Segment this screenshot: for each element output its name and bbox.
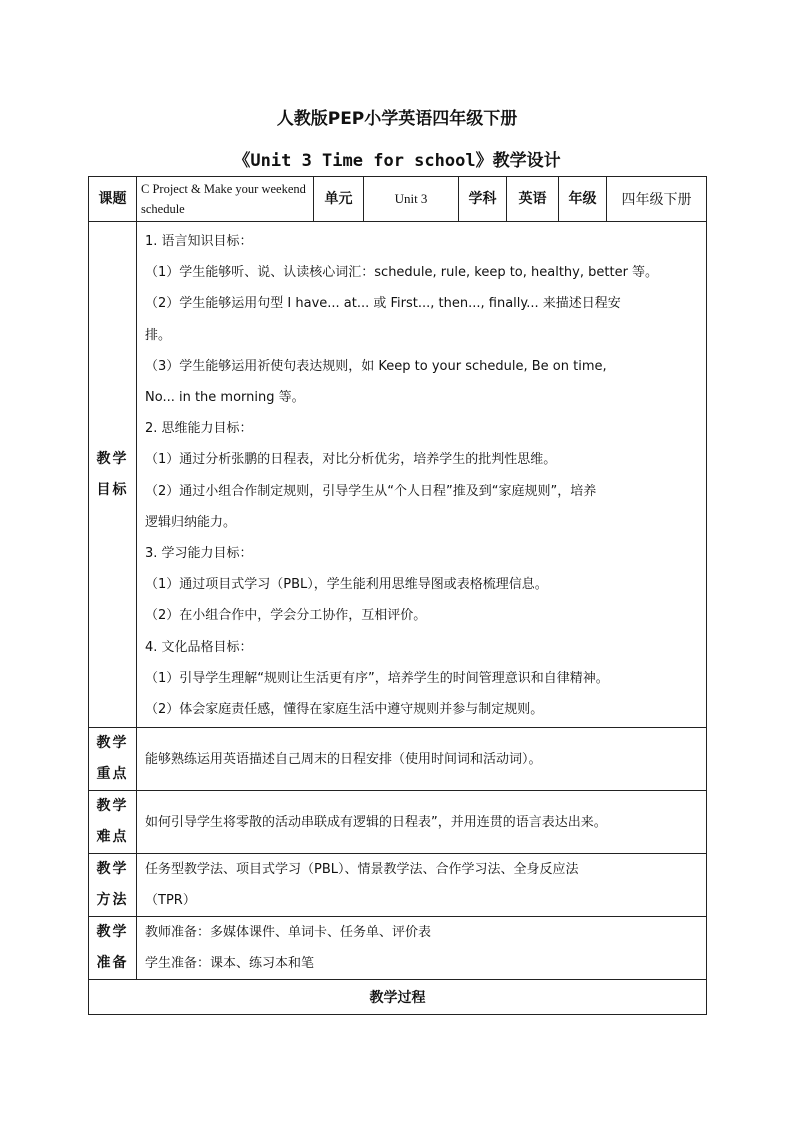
goal-line: （1）学生能够听、说、认读核心词汇：schedule, rule, keep to, healthy, better 等。 bbox=[145, 265, 659, 281]
process-row bbox=[89, 980, 707, 1015]
subtitle-suffix: 》教学设计 bbox=[475, 151, 561, 171]
preparation-content bbox=[137, 917, 707, 980]
preparation-label-line2: 准备 bbox=[96, 955, 129, 972]
key-points-label-line2: 重点 bbox=[96, 766, 129, 783]
key-points-label-line1: 教学 bbox=[96, 735, 129, 752]
grade-label: 年级 bbox=[559, 177, 607, 222]
goals-row bbox=[89, 222, 707, 728]
preparation-label bbox=[89, 917, 137, 980]
goal-line: No... in the morning 等。 bbox=[145, 390, 305, 406]
goal-line: （1）通过分析张鹏的日程表，对比分析优劣，培养学生的批判性思维。 bbox=[145, 452, 557, 468]
preparation-label-line1: 教学 bbox=[96, 924, 129, 941]
subject-value: 英语 bbox=[507, 177, 559, 222]
preparation-row bbox=[89, 917, 707, 980]
difficulties-text: 如何引导学生将零散的活动串联成有逻辑的日程表”，并用连贯的语言表达出来。 bbox=[137, 791, 707, 854]
key-points-row bbox=[89, 728, 707, 791]
key-points-text: 能够熟练运用英语描述自己周末的日程安排（使用时间词和活动词）。 bbox=[137, 728, 707, 791]
goal-line: （1）通过项目式学习（PBL），学生能利用思维导图或表格梳理信息。 bbox=[145, 577, 548, 593]
goal-line: （1）引导学生理解“规则让生活更有序”，培养学生的时间管理意识和自律精神。 bbox=[145, 670, 609, 686]
methods-label-line2: 方法 bbox=[96, 892, 129, 909]
topic-label: 课题 bbox=[89, 177, 137, 222]
unit-value: Unit 3 bbox=[364, 177, 459, 222]
document-subtitle bbox=[0, 146, 794, 171]
goals-content bbox=[137, 222, 707, 728]
goal-line: （2）通过小组合作制定规则，引导学生从“个人日程”推及到“家庭规则”，培养 bbox=[145, 483, 597, 499]
topic-value: C Project & Make your weekend schedule bbox=[137, 177, 314, 222]
goal-line: （2）体会家庭责任感，懂得在家庭生活中遵守规则并参与制定规则。 bbox=[145, 702, 544, 718]
goal-line: （3）学生能够运用祈使句表达规则，如 Keep to your schedule, Be on time, bbox=[145, 358, 607, 374]
document-title: 人教版PEP小学英语四年级下册 bbox=[276, 109, 518, 129]
key-points-label bbox=[89, 728, 137, 791]
subtitle-unit-name: Unit 3 Time for school bbox=[250, 151, 476, 171]
subtitle-open-bracket: 《 bbox=[233, 151, 251, 171]
goal-line: 2. 思维能力目标： bbox=[145, 421, 253, 437]
difficulties-label-line1: 教学 bbox=[96, 798, 129, 815]
teacher-preparation: 教师准备：多媒体课件、单词卡、任务单、评价表 bbox=[145, 925, 432, 941]
goal-line: （2）学生能够运用句型 I have... at... 或 First..., then..., finally... 来描述日程安 bbox=[145, 296, 621, 312]
goal-line: 3. 学习能力目标： bbox=[145, 546, 253, 562]
unit-label: 单元 bbox=[314, 177, 364, 222]
methods-line: （TPR） bbox=[145, 893, 196, 909]
student-preparation: 学生准备：课本、练习本和笔 bbox=[145, 956, 315, 972]
methods-line: 任务型教学法、项目式学习（PBL）、情景教学法、合作学习法、全身反应法 bbox=[145, 862, 579, 878]
methods-label-line1: 教学 bbox=[96, 861, 129, 878]
goals-label-line2: 目标 bbox=[96, 481, 129, 498]
difficulties-row bbox=[89, 791, 707, 854]
goal-line: 排。 bbox=[145, 327, 172, 343]
subject-label: 学科 bbox=[459, 177, 507, 222]
header-row bbox=[89, 177, 707, 222]
teaching-process-heading: 教学过程 bbox=[89, 980, 707, 1015]
grade-value: 四年级下册 bbox=[607, 177, 707, 222]
goals-label-line1: 教学 bbox=[96, 450, 129, 467]
goal-line: 逻辑归纳能力。 bbox=[145, 514, 237, 530]
methods-label bbox=[89, 854, 137, 917]
goal-line: 4. 文化品格目标： bbox=[145, 639, 253, 655]
goals-label bbox=[89, 222, 137, 728]
methods-content bbox=[137, 854, 707, 917]
difficulties-label bbox=[89, 791, 137, 854]
goal-line: （2）在小组合作中，学会分工协作，互相评价。 bbox=[145, 608, 427, 624]
methods-row bbox=[89, 854, 707, 917]
lesson-plan-table bbox=[88, 176, 707, 1015]
goal-line: 1. 语言知识目标： bbox=[145, 234, 253, 249]
difficulties-label-line2: 难点 bbox=[96, 829, 129, 846]
